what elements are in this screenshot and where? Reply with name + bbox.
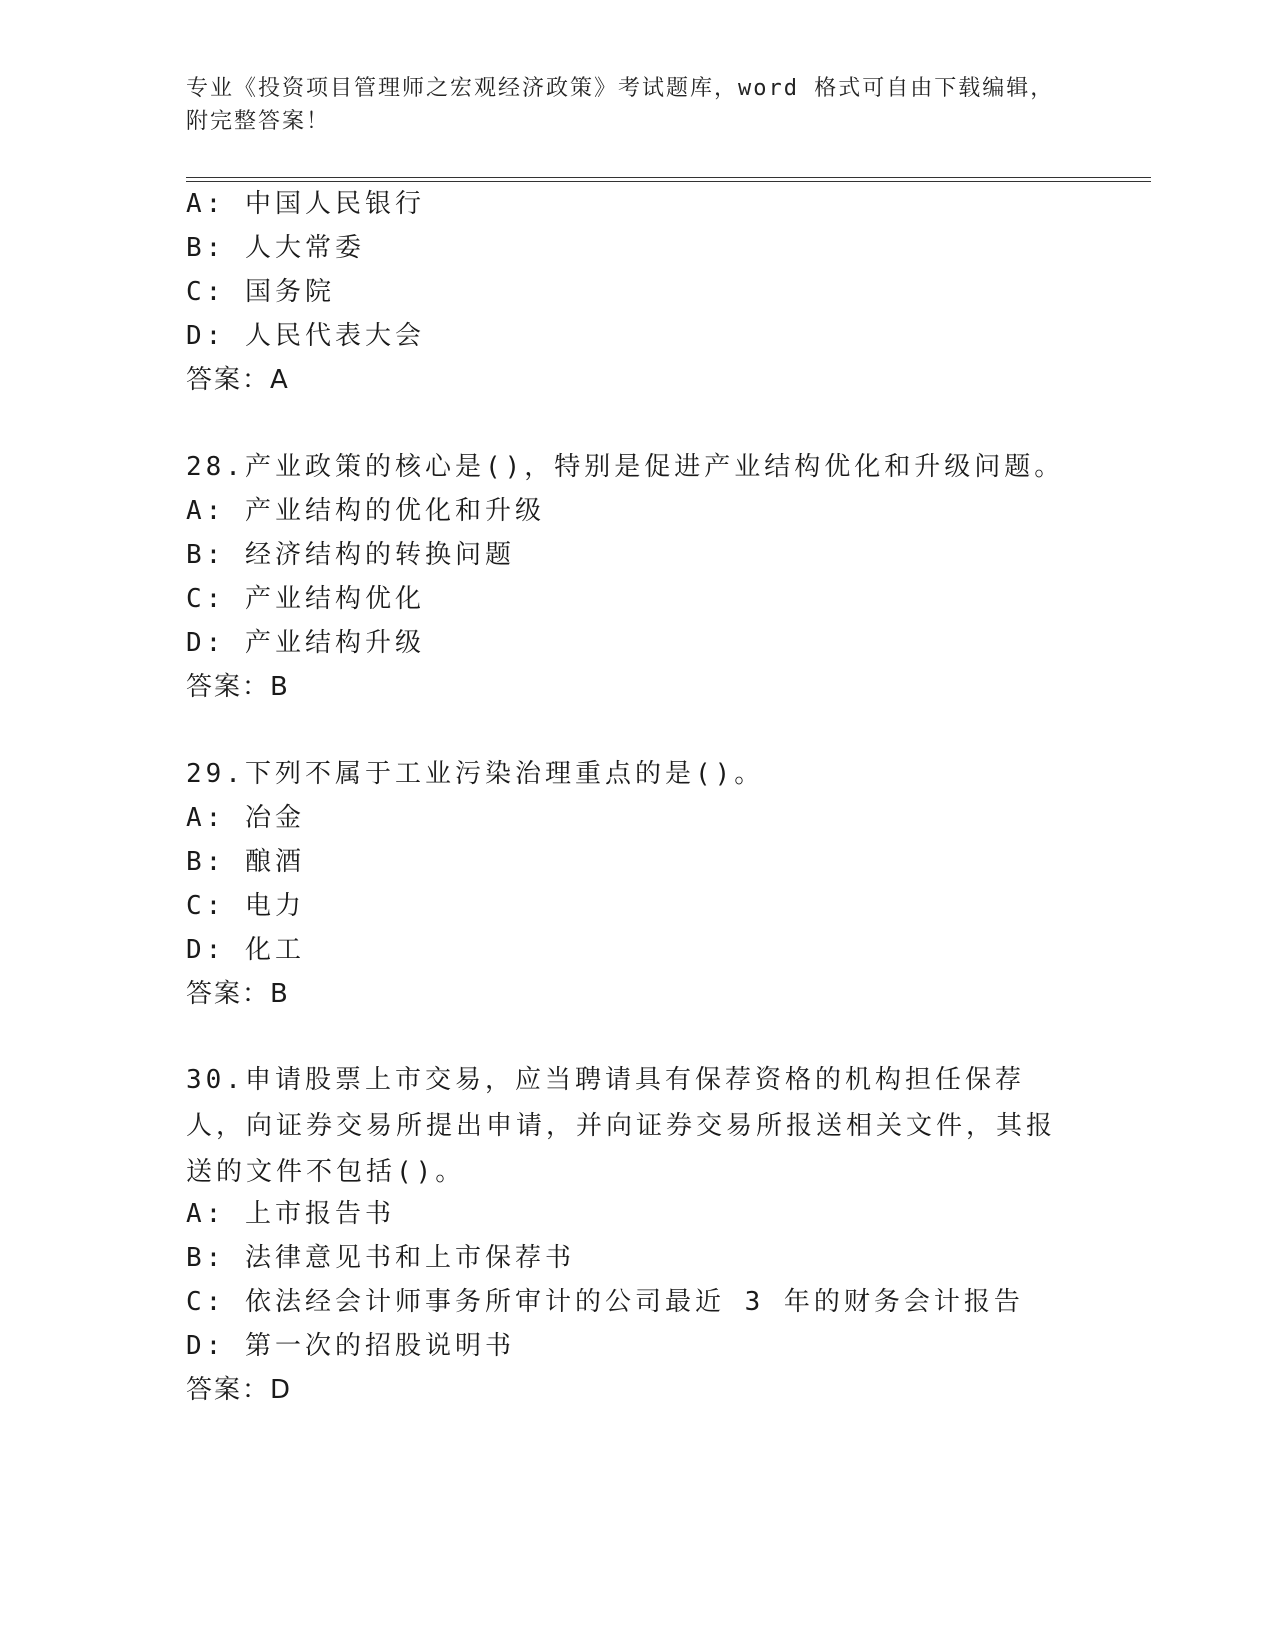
header-divider-bottom <box>186 181 1151 182</box>
q30-question: 30.申请股票上市交易，应当聘请具有保荐资格的机构担任保荐人，向证券交易所提出申请，并向证券交易所报送相关文件，其报送的文件不包括()。 <box>186 1065 1057 1187</box>
q27-answer: 答案：A <box>186 365 290 395</box>
q30-answer: 答案：D <box>186 1375 293 1405</box>
q29-question: 29.下列不属于工业污染治理重点的是()。 <box>186 759 765 789</box>
q29-option-d: D: 化工 <box>186 935 305 965</box>
q28-option-d: D: 产业结构升级 <box>186 628 425 658</box>
q29-option-b: B: 酿酒 <box>186 847 305 877</box>
header-divider-top <box>186 177 1151 178</box>
q29-option-c: C: 电力 <box>186 891 305 921</box>
q28-option-a: A: 产业结构的优化和升级 <box>186 496 545 526</box>
document-header: 专业《投资项目管理师之宏观经济政策》考试题库，word 格式可自由下载编辑，附完整答案！ <box>186 76 1055 134</box>
q27-option-b: B: 人大常委 <box>186 233 365 263</box>
q30-option-c: C: 依法经会计师事务所审计的公司最近 3 年的财务会计报告 <box>186 1287 1024 1317</box>
q27-option-a: A: 中国人民银行 <box>186 189 425 219</box>
q30-option-b: B: 法律意见书和上市保荐书 <box>186 1243 575 1273</box>
q27-option-c: C: 国务院 <box>186 277 335 307</box>
q28-option-b: B: 经济结构的转换问题 <box>186 540 515 570</box>
q30-option-a: A: 上市报告书 <box>186 1199 395 1229</box>
q28-option-c: C: 产业结构优化 <box>186 584 425 614</box>
q30-option-d: D: 第一次的招股说明书 <box>186 1331 515 1361</box>
q28-question: 28.产业政策的核心是()，特别是促进产业结构优化和升级问题。 <box>186 452 1065 482</box>
q27-option-d: D: 人民代表大会 <box>186 321 425 351</box>
q29-option-a: A: 冶金 <box>186 803 305 833</box>
q29-answer: 答案：B <box>186 979 290 1009</box>
q28-answer: 答案：B <box>186 672 290 702</box>
